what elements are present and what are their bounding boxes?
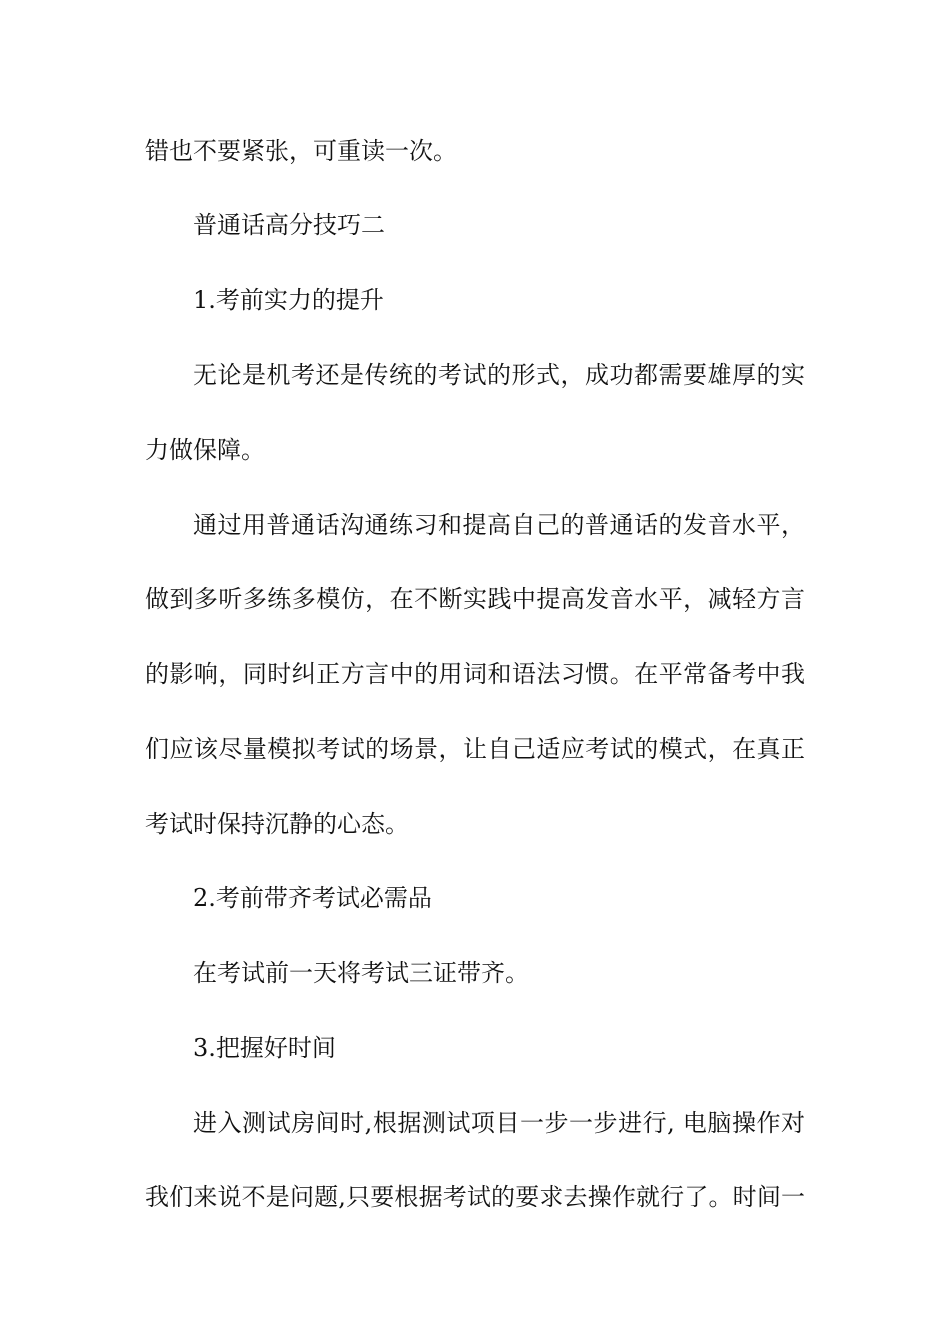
text-line: 无论是机考还是传统的考试的形式，成功都需要雄厚的实: [193, 361, 805, 389]
subheading: 3.把握好时间: [193, 1034, 336, 1062]
text-line: 错也不要紧张，可重读一次。: [145, 137, 457, 165]
text-line: 通过用普通话沟通练习和提高自己的普通话的发音水平，: [193, 511, 805, 539]
text-line: 我们来说不是问题,只要根据考试的要求去操作就行了。时间一: [145, 1183, 805, 1211]
text-line: 力做保障。: [145, 436, 265, 464]
text-line: 在考试前一天将考试三证带齐。: [193, 959, 529, 987]
subheading: 1.考前实力的提升: [193, 286, 384, 314]
text-line: 考试时保持沉静的心态。: [145, 810, 409, 838]
section-heading: 普通话高分技巧二: [193, 211, 385, 239]
text-line: 进入测试房间时,根据测试项目一步一步进行, 电脑操作对: [193, 1109, 805, 1137]
subheading: 2.考前带齐考试必需品: [193, 884, 432, 912]
text-line: 们应该尽量模拟考试的场景，让自己适应考试的模式，在真正: [145, 735, 805, 763]
text-line: 的影响，同时纠正方言中的用词和语法习惯。在平常备考中我: [145, 660, 805, 688]
text-line: 做到多听多练多模仿，在不断实践中提高发音水平，减轻方言: [145, 585, 805, 613]
